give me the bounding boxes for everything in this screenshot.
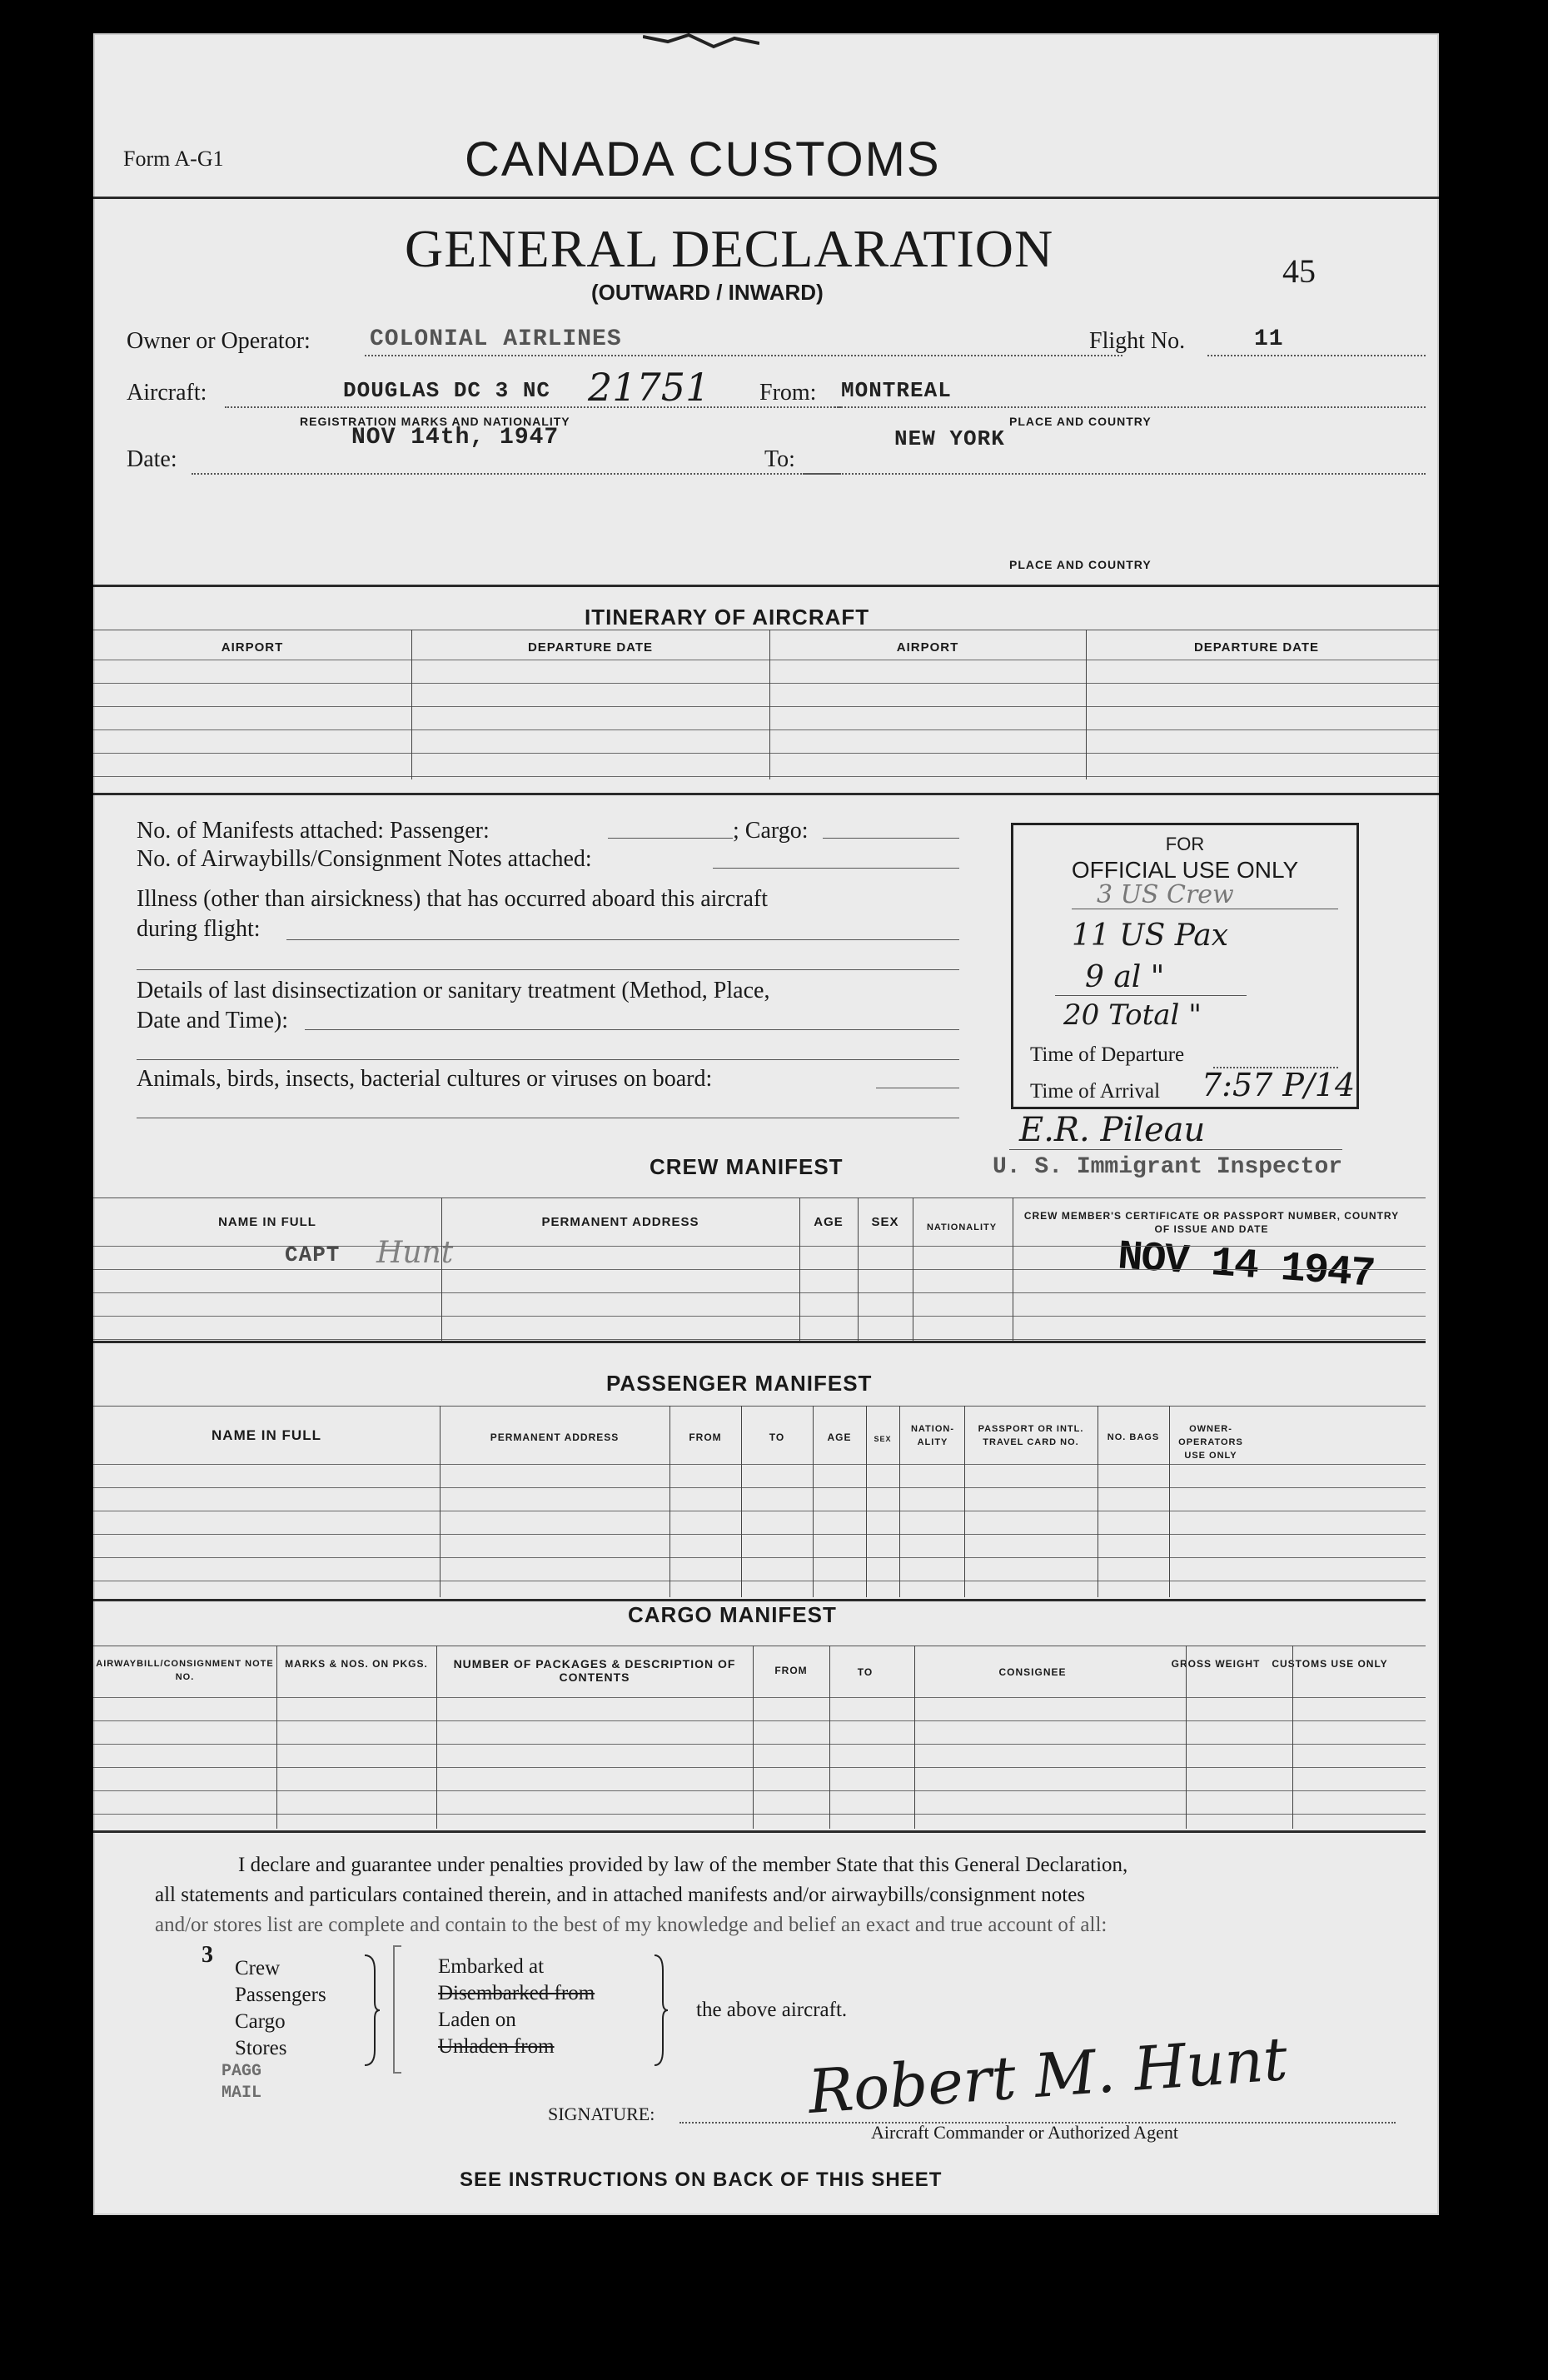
passenger-top	[93, 1406, 1426, 1407]
from-value: MONTREAL	[841, 378, 952, 403]
itinerary-title: ITINERARY OF AIRCRAFT	[585, 605, 870, 630]
passenger-sep-3	[741, 1406, 742, 1597]
crew-col-address: PERMANENT ADDRESS	[541, 1215, 699, 1229]
passenger-col-from: FROM	[689, 1431, 722, 1443]
itinerary-col-departure-1: DEPARTURE DATE	[527, 640, 654, 655]
aircraft-caption: REGISTRATION MARKS AND NATIONALITY	[300, 415, 570, 428]
official-box-for: FOR	[1165, 834, 1205, 854]
crew-entry-title: CAPT	[285, 1242, 341, 1267]
crew-manifest-title: CREW MANIFEST	[650, 1154, 844, 1179]
crew-col-age: AGE	[814, 1215, 844, 1229]
decl-embarked: Embarked at	[438, 1955, 545, 1978]
decl-laden: Laden on	[438, 2009, 516, 2031]
cargo-col-marks: MARKS & NOS. ON PKGS.	[285, 1658, 428, 1670]
form-subtitle: (OUTWARD / INWARD)	[591, 280, 824, 305]
inspector-stamp: U. S. Immigrant Inspector	[993, 1154, 1343, 1180]
owner-value: COLONIAL AIRLINES	[370, 326, 622, 352]
right-brace	[651, 1954, 671, 2067]
cargo-col-customs: CUSTOMS USE ONLY	[1272, 1658, 1388, 1670]
crew-col-nationality: NATIONALITY	[926, 1222, 998, 1232]
date-label: Date:	[127, 446, 177, 472]
passenger-sep-7	[964, 1406, 965, 1597]
cargo-sep-7	[1292, 1646, 1293, 1829]
manifests-line	[608, 838, 733, 839]
disinsect-label-2: Date and Time):	[137, 1008, 288, 1033]
decl-crew: Crew	[235, 1957, 281, 1979]
decl-cargo: Cargo	[235, 2010, 286, 2033]
flight-line	[1207, 355, 1426, 356]
disinsect-line-1	[305, 1029, 959, 1030]
itinerary-bottom	[93, 793, 1439, 795]
official-box-title: OFFICIAL USE ONLY	[1071, 857, 1299, 883]
passenger-col-nationality: NATION-ALITY	[910, 1424, 954, 1447]
page-number: 45	[1282, 252, 1316, 290]
crew-rows	[93, 1246, 1426, 1362]
inspector-signature: E.R. Pileau	[1019, 1111, 1206, 1149]
date-value: NOV 14th, 1947	[351, 425, 560, 451]
disinsect-line-2	[137, 1059, 959, 1060]
passenger-sep-9	[1169, 1406, 1170, 1597]
passenger-sep-6	[899, 1406, 900, 1597]
crew-col-name: NAME IN FULL	[218, 1215, 316, 1229]
decl-disembarked: Disembarked from	[438, 1982, 595, 2004]
crew-entry-name: Hunt	[376, 1236, 454, 1270]
left-brace	[361, 1954, 381, 2067]
aircraft-label: Aircraft:	[127, 380, 207, 406]
cargo-rows	[93, 1697, 1426, 1830]
passenger-col-to: TO	[769, 1431, 785, 1443]
official-note-total: 20 Total "	[1063, 998, 1202, 1032]
footer-instructions: SEE INSTRUCTIONS ON BACK OF THIS SHEET	[460, 2168, 943, 2191]
embark-box	[393, 1945, 401, 2074]
passenger-col-name: NAME IN FULL	[212, 1427, 321, 1443]
cargo-col-airwaybill: AIRWAYBILL/CONSIGNMENT NOTE NO.	[96, 1659, 274, 1682]
to-value: NEW YORK	[894, 426, 1005, 451]
passenger-col-bags: NO. BAGS	[1107, 1432, 1160, 1442]
decl-passengers: Passengers	[235, 1984, 326, 2006]
crew-sep-3	[858, 1197, 859, 1341]
passenger-sep-2	[669, 1406, 670, 1597]
cargo-col-to: TO	[857, 1666, 874, 1678]
cargo-label: ; Cargo:	[733, 818, 809, 844]
date-stamp: NOV 14 1947	[1116, 1233, 1376, 1299]
form-title: GENERAL DECLARATION	[405, 219, 1054, 278]
itinerary-col-airport-2: AIRPORT	[896, 640, 959, 655]
cargo-col-consignee: CONSIGNEE	[998, 1666, 1067, 1678]
agency-title: CANADA CUSTOMS	[465, 132, 941, 187]
official-note-al: 9 al "	[1085, 960, 1165, 994]
itinerary-sep-3	[1086, 630, 1087, 779]
crew-sep-2	[799, 1197, 800, 1341]
crew-bottom	[93, 1341, 1426, 1343]
decl-extra-pagg: PAGG	[221, 2062, 262, 2081]
itinerary-sep-2	[769, 630, 770, 779]
cargo-manifest-title: CARGO MANIFEST	[628, 1602, 837, 1627]
illness-label-1: Illness (other than airsickness) that has occurred aboard this aircraft	[137, 886, 769, 912]
form-sheet	[93, 33, 1439, 2215]
illness-label-2: during flight:	[137, 916, 261, 942]
manifests-label: No. of Manifests attached: Passenger:	[137, 818, 490, 844]
passenger-manifest-title: PASSENGER MANIFEST	[606, 1371, 873, 1396]
passenger-col-address: PERMANENT ADDRESS	[490, 1431, 620, 1443]
cargo-col-from: FROM	[774, 1665, 808, 1676]
from-line	[834, 406, 1426, 408]
airwaybills-line	[713, 868, 959, 869]
owner-line	[365, 355, 1122, 356]
passenger-bottom	[93, 1599, 1426, 1601]
declaration-line-2: all statements and particulars contained therein, and in attached manifests and/or airwaybills/consignment notes	[155, 1884, 1086, 1906]
passenger-col-passport: PASSPORT OR INTL. TRAVEL CARD NO.	[978, 1424, 1084, 1447]
itinerary-col-airport-1: AIRPORT	[221, 640, 284, 655]
cargo-bottom	[93, 1830, 1426, 1833]
cargo-sep-6	[1186, 1646, 1187, 1829]
disinsect-label-1: Details of last disinsectization or sanitary treatment (Method, Place,	[137, 978, 770, 1003]
cargo-line	[823, 838, 959, 839]
signature-label: SIGNATURE:	[548, 2104, 655, 2124]
official-total-rule	[1055, 995, 1247, 996]
itinerary-sep-1	[411, 630, 412, 779]
illness-line-1	[286, 939, 959, 940]
aircraft-value: DOUGLAS DC 3 NC	[343, 378, 551, 403]
aircraft-line	[225, 406, 841, 408]
official-use-box	[1011, 823, 1359, 1109]
to-line	[803, 473, 1426, 475]
passenger-sep-1	[440, 1406, 441, 1597]
aircraft-registration-handwritten: 21751	[588, 365, 710, 410]
header-rule	[93, 197, 1439, 199]
cargo-sep-5	[914, 1646, 915, 1829]
to-caption: PLACE AND COUNTRY	[1009, 558, 1152, 571]
declaration-line-1: I declare and guarantee under penalties provided by law of the member State that this General Declaration,	[238, 1854, 1128, 1876]
passenger-col-age: AGE	[827, 1431, 852, 1443]
inspector-sig-line	[1009, 1149, 1342, 1150]
header-bottom-rule	[93, 585, 1439, 587]
cargo-col-weight: GROSS WEIGHT	[1171, 1658, 1261, 1670]
from-caption: PLACE AND COUNTRY	[1009, 415, 1152, 428]
crew-count: 3	[202, 1942, 213, 1968]
crew-col-sex: SEX	[871, 1215, 899, 1229]
animals-label: Animals, birds, insects, bacterial cultures or viruses on board:	[137, 1066, 713, 1092]
official-note-crew: 3 US Crew	[1097, 880, 1234, 909]
declaration-line-3: and/or stores list are complete and contain to the best of my knowledge and belief an exact and true account of all:	[155, 1914, 1107, 1936]
cargo-sep-3	[753, 1646, 754, 1829]
cargo-col-packages: NUMBER OF PACKAGES & DESCRIPTION OF CONTENTS	[453, 1657, 736, 1684]
airwaybills-label: No. of Airwaybills/Consignment Notes attached:	[137, 846, 592, 872]
crew-col-certificate: CREW MEMBER'S CERTIFICATE OR PASSPORT NUMBER, COUNTRY OF ISSUE AND DATE	[1023, 1210, 1400, 1235]
signature-caption: Aircraft Commander or Authorized Agent	[871, 2122, 1179, 2143]
itinerary-rows	[93, 660, 1439, 809]
crew-sep-1	[441, 1197, 442, 1341]
decl-extra-mail: MAIL	[221, 2084, 262, 2103]
decl-tail: the above aircraft.	[696, 1999, 848, 2021]
official-departure-label: Time of Departure	[1030, 1043, 1185, 1066]
from-label: From:	[759, 380, 817, 406]
official-arrival-value: 7:57 P/14	[1202, 1067, 1356, 1103]
date-line	[192, 473, 841, 475]
torn-edge-mark	[643, 33, 759, 58]
itinerary-col-departure-2: DEPARTURE DATE	[1193, 640, 1320, 655]
official-arrival-label: Time of Arrival	[1030, 1080, 1161, 1103]
flight-label: Flight No.	[1089, 328, 1186, 354]
passenger-rows	[93, 1464, 1426, 1606]
flight-value: 11	[1254, 326, 1284, 352]
crew-top	[93, 1197, 1426, 1198]
passenger-sep-5	[866, 1406, 867, 1597]
official-note-pax: 11 US Pax	[1072, 919, 1229, 953]
illness-line-2	[137, 969, 959, 970]
cargo-sep-2	[436, 1646, 437, 1829]
decl-stores: Stores	[235, 2037, 287, 2059]
form-id: Form A-G1	[123, 147, 224, 171]
passenger-sep-4	[813, 1406, 814, 1597]
cargo-sep-4	[829, 1646, 830, 1829]
cargo-sep-1	[276, 1646, 277, 1829]
passenger-col-sex: SEX	[874, 1435, 892, 1443]
decl-unladen: Unladen from	[438, 2035, 555, 2058]
to-label: To:	[764, 446, 795, 472]
owner-label: Owner or Operator:	[127, 328, 311, 354]
passenger-col-owner: OWNER-OPERATORS USE ONLY	[1178, 1424, 1243, 1461]
commander-signature: Robert M. Hunt	[805, 2023, 1290, 2128]
